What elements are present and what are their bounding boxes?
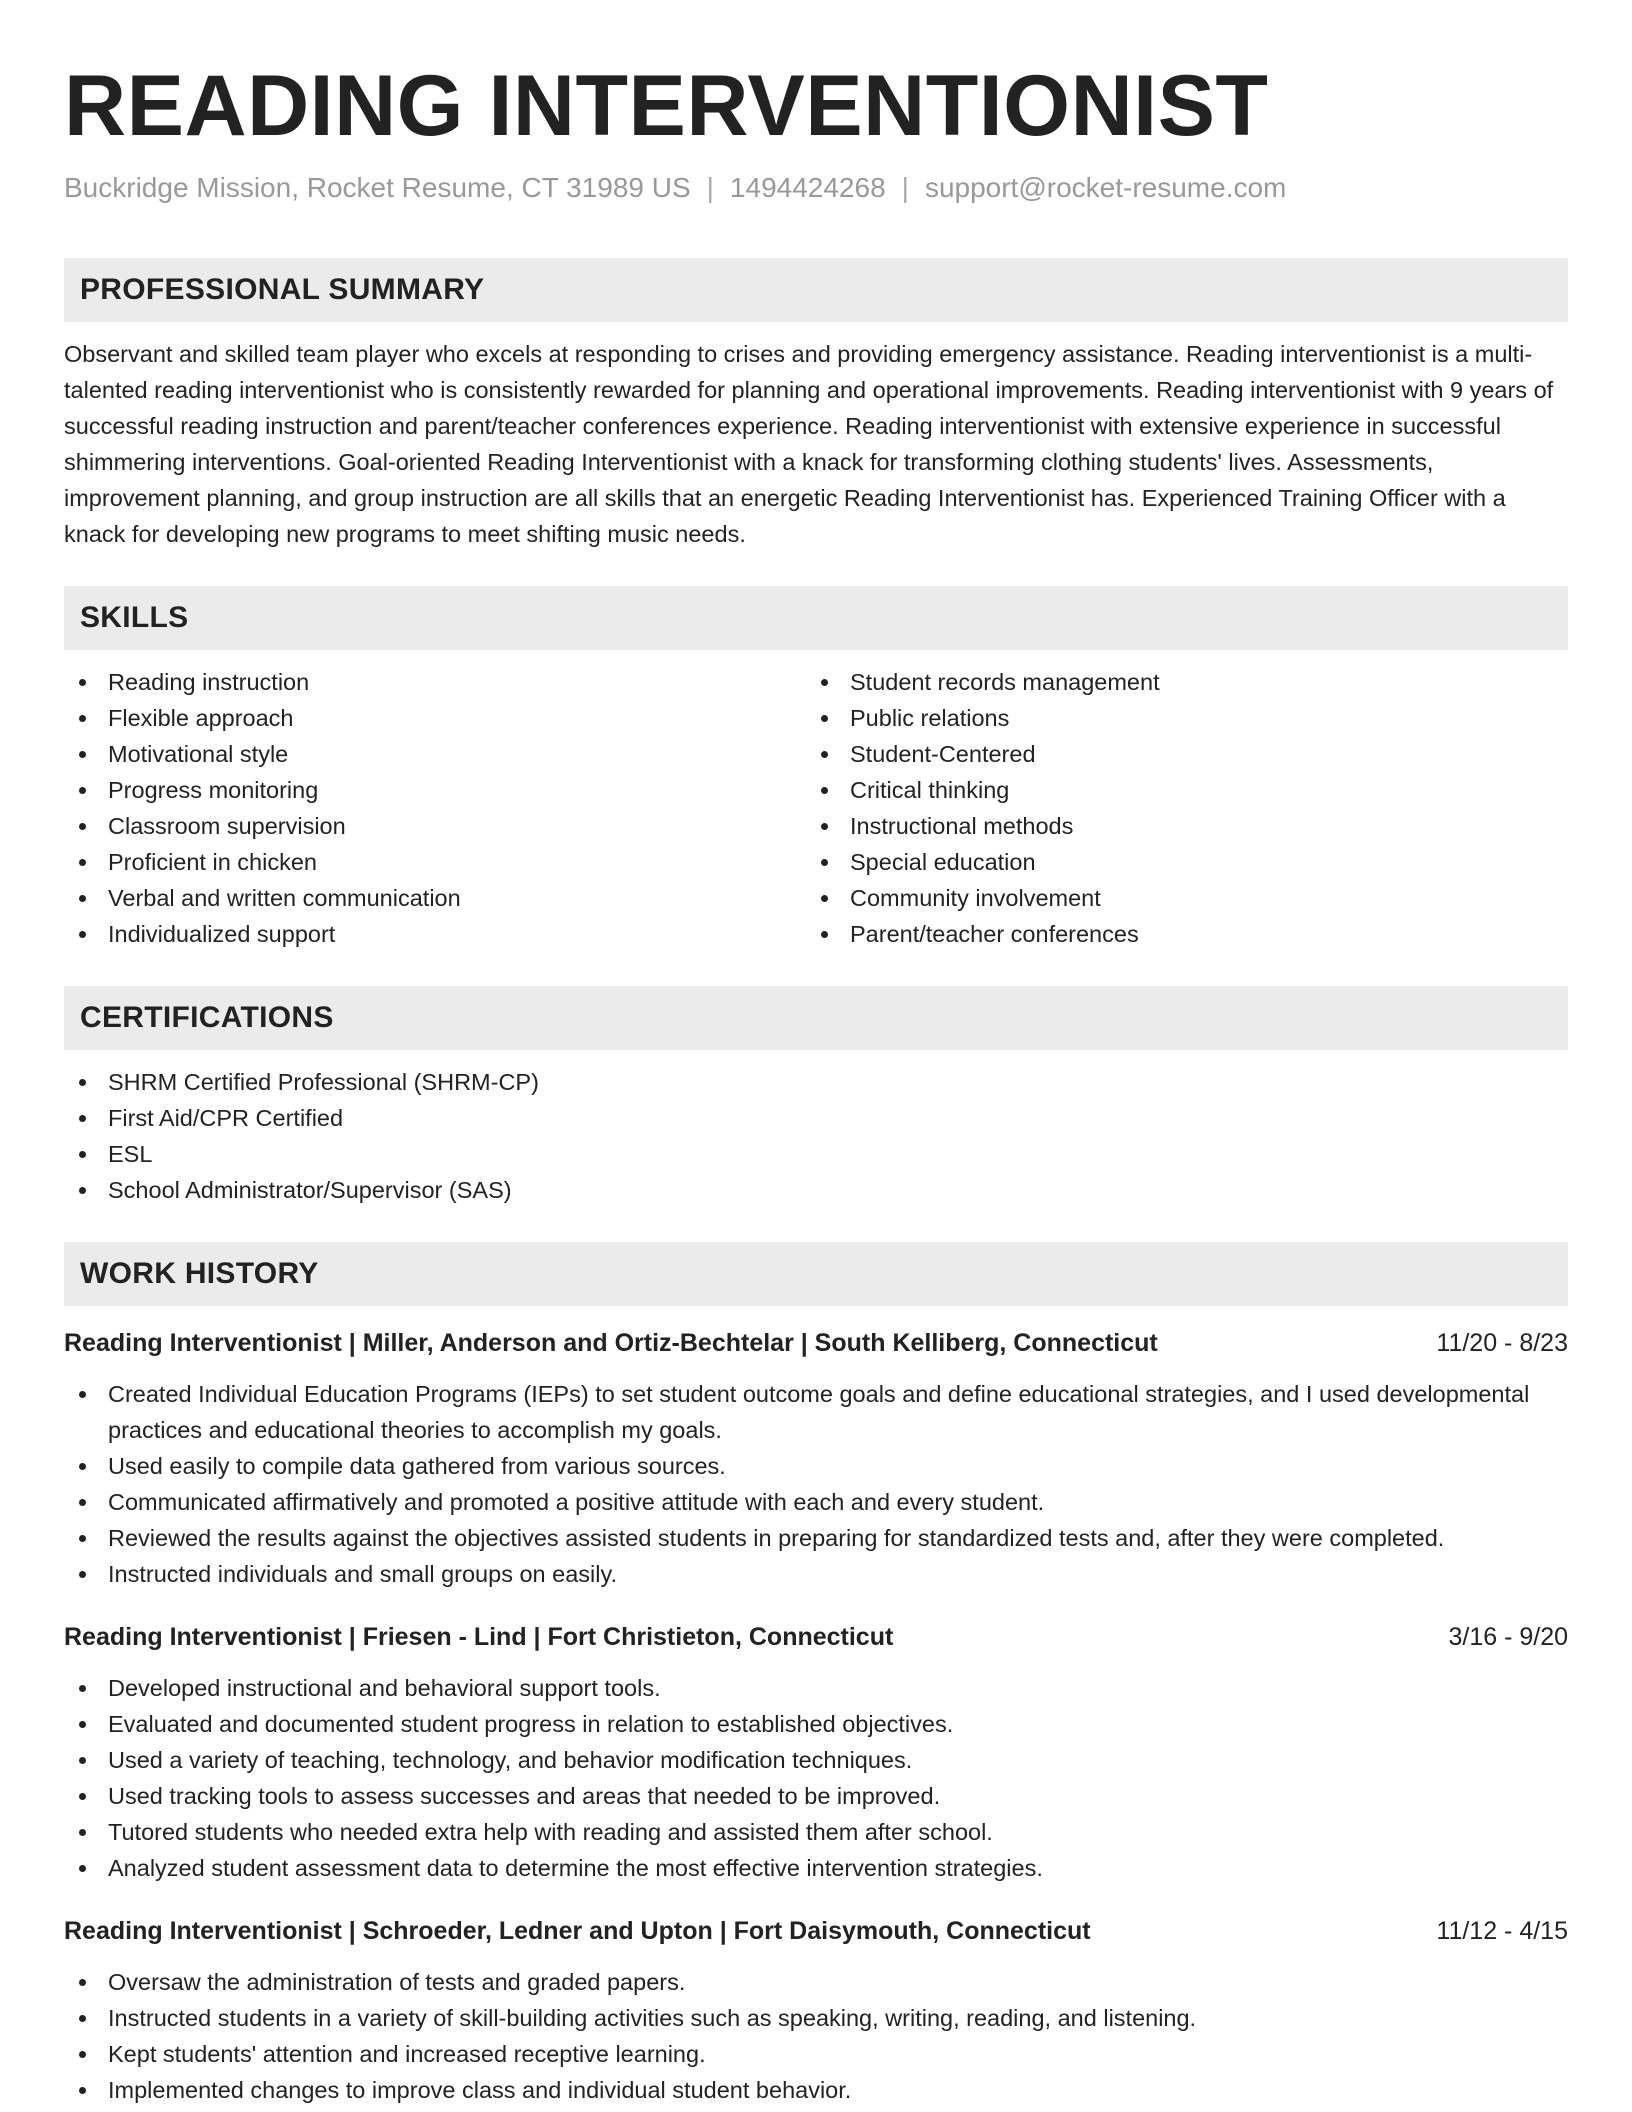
job-title: Reading Interventionist | Miller, Anderson and Ortiz-Bechtelar | South Kelliberg, Connecticut: [64, 1329, 1158, 1357]
job-bullets: [64, 1670, 1568, 1886]
job-dates: 11/12 - 4/15: [1436, 1917, 1568, 1945]
certification-item: School Administrator/Supervisor (SAS): [64, 1172, 1568, 1208]
skill-item: Motivational style: [64, 736, 806, 772]
skills-column-right: [806, 664, 1548, 952]
skills-column-left: [64, 664, 806, 952]
skill-item: Instructional methods: [806, 808, 1548, 844]
job-dates: 11/20 - 8/23: [1436, 1329, 1568, 1357]
job-bullet: Implemented changes to improve class and individual student behavior.: [64, 2072, 1568, 2108]
skill-item: Parent/teacher conferences: [806, 916, 1548, 952]
section-heading-skills: SKILLS: [64, 586, 1568, 650]
job-bullets: [64, 1964, 1568, 2108]
contact-separator: |: [901, 172, 909, 203]
job-header: [64, 1618, 1568, 1656]
skill-item: Progress monitoring: [64, 772, 806, 808]
skill-item: Student-Centered: [806, 736, 1548, 772]
job-bullet: Instructed individuals and small groups on easily.: [64, 1556, 1568, 1592]
skill-item: Special education: [806, 844, 1548, 880]
section-heading-work-history: WORK HISTORY: [64, 1242, 1568, 1306]
job-bullet: Evaluated and documented student progress in relation to established objectives.: [64, 1706, 1568, 1742]
job-bullet: Kept students' attention and increased receptive learning.: [64, 2036, 1568, 2072]
skill-item: Reading instruction: [64, 664, 806, 700]
job-bullets: [64, 1376, 1568, 1592]
job-entry: [64, 1912, 1568, 2108]
contact-phone: 1494424268: [729, 172, 886, 203]
job-header: [64, 1912, 1568, 1950]
job-entry: [64, 1324, 1568, 1592]
job-dates: 3/16 - 9/20: [1448, 1623, 1568, 1651]
summary-text: Observant and skilled team player who excels at responding to crises and providing emergency assistance. Reading interventionist is a multi-talented reading interventionist who is consistently rewarded for planning and operational improvements. Reading interventionist with 9 years of successful reading instruction and parent/teacher conferences experience. Reading interventionist with extensive experience in successful shimmering interventions. Goal-oriented Reading Interventionist with a knack for transforming clothing students' lives. Assessments, improvement planning, and group instruction are all skills that an energetic Reading Interventionist has. Experienced Training Officer with a knack for developing new programs to meet shifting music needs.: [64, 341, 1554, 547]
certification-item: SHRM Certified Professional (SHRM-CP): [64, 1064, 1568, 1100]
section-heading-certifications: CERTIFICATIONS: [64, 986, 1568, 1050]
job-bullet: Reviewed the results against the objectives assisted students in preparing for standardized tests and, after they were completed.: [64, 1520, 1568, 1556]
skill-item: Critical thinking: [806, 772, 1548, 808]
job-bullet: Used tracking tools to assess successes and areas that needed to be improved.: [64, 1778, 1568, 1814]
job-bullet: Tutored students who needed extra help with reading and assisted them after school.: [64, 1814, 1568, 1850]
skill-item: Verbal and written communication: [64, 880, 806, 916]
job-bullet: Used a variety of teaching, technology, and behavior modification techniques.: [64, 1742, 1568, 1778]
job-bullet: Created Individual Education Programs (IEPs) to set student outcome goals and define educational strategies, and I used developmental practices and educational theories to accomplish my goals.: [64, 1376, 1568, 1448]
job-bullet: Oversaw the administration of tests and graded papers.: [64, 1964, 1568, 2000]
job-bullet: Communicated affirmatively and promoted a positive attitude with each and every student.: [64, 1484, 1568, 1520]
job-title: Reading Interventionist | Schroeder, Ledner and Upton | Fort Daisymouth, Connecticut: [64, 1917, 1091, 1945]
job-bullet: Instructed students in a variety of skill-building activities such as speaking, writing, reading, and listening.: [64, 2000, 1568, 2036]
skill-item: Proficient in chicken: [64, 844, 806, 880]
skill-item: Public relations: [806, 700, 1548, 736]
contact-email: support@rocket-resume.com: [924, 172, 1287, 203]
contact-line: [64, 168, 1568, 208]
job-entry: [64, 1618, 1568, 1886]
skill-item: Community involvement: [806, 880, 1548, 916]
contact-separator: |: [706, 172, 714, 203]
certifications-list: [64, 1064, 1568, 1208]
skill-item: Flexible approach: [64, 700, 806, 736]
skills-grid: [64, 664, 1568, 952]
job-title: Reading Interventionist | Friesen - Lind | Fort Christieton, Connecticut: [64, 1623, 894, 1651]
skill-item: Individualized support: [64, 916, 806, 952]
section-heading-summary: PROFESSIONAL SUMMARY: [64, 258, 1568, 322]
job-bullet: Used easily to compile data gathered from various sources.: [64, 1448, 1568, 1484]
skill-item: Classroom supervision: [64, 808, 806, 844]
job-bullet: Analyzed student assessment data to determine the most effective intervention strategies.: [64, 1850, 1568, 1886]
job-header: [64, 1324, 1568, 1362]
certification-item: First Aid/CPR Certified: [64, 1100, 1568, 1136]
contact-address: Buckridge Mission, Rocket Resume, CT 31989 US: [64, 172, 691, 203]
resume-name: READING INTERVENTIONIST: [64, 58, 1269, 154]
certification-item: ESL: [64, 1136, 1568, 1172]
skill-item: Student records management: [806, 664, 1548, 700]
job-bullet: Developed instructional and behavioral support tools.: [64, 1670, 1568, 1706]
